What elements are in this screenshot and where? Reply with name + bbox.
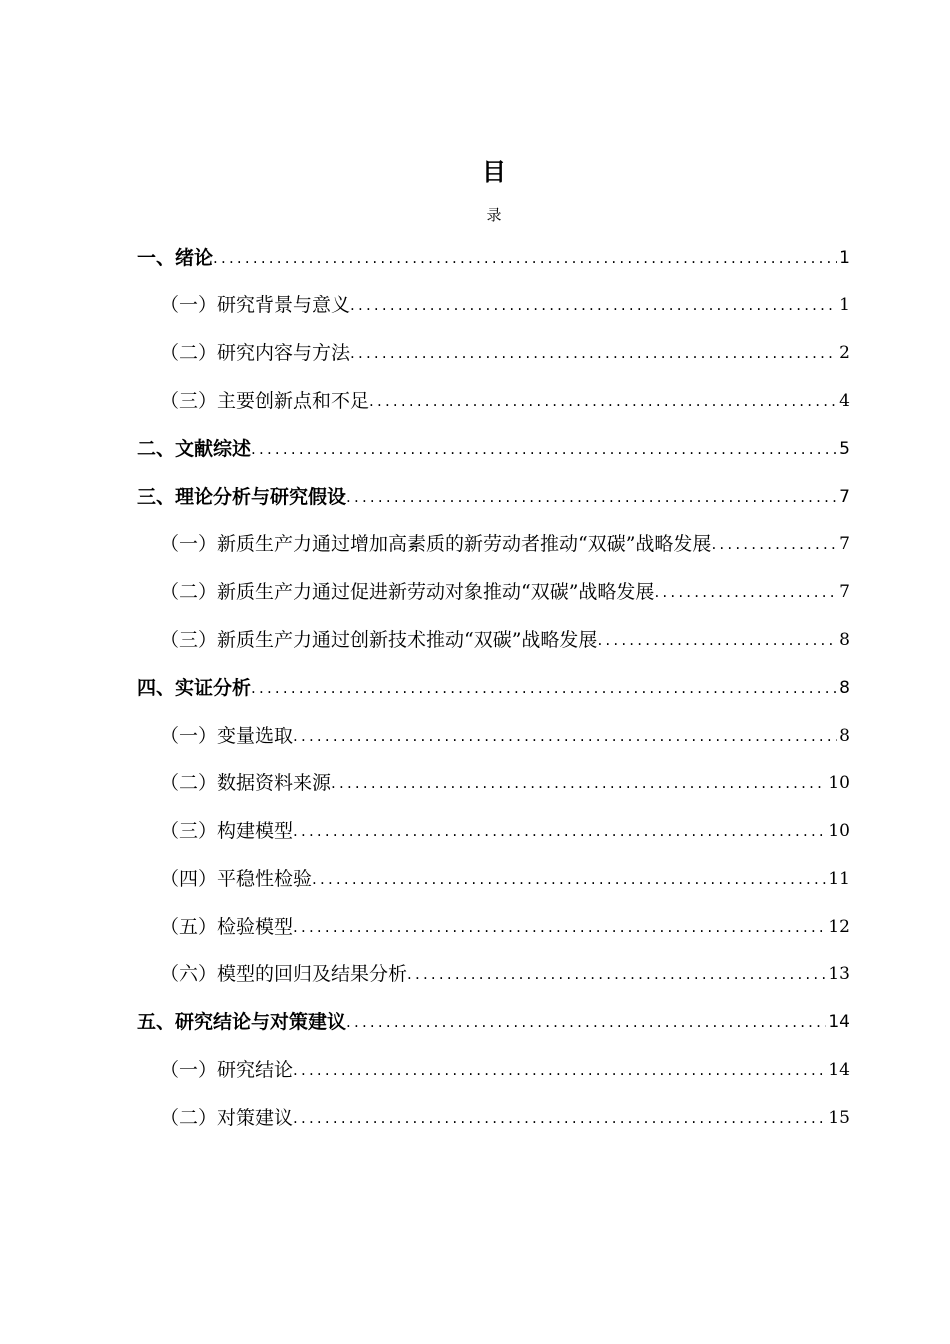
toc-dot-leader [251,439,837,461]
toc-entry-page: 1 [839,248,850,268]
toc-entry-label: （五）检验模型 [160,916,294,938]
toc-dot-leader [251,678,837,700]
toc-entry[interactable] [160,722,850,748]
toc-entry[interactable] [160,865,850,891]
toc-dot-leader [213,248,837,270]
toc-entry-label: （一）研究背景与意义 [160,294,351,316]
toc-dot-leader [331,773,826,795]
toc-dot-leader [312,869,826,891]
toc-entry-page: 10 [828,821,850,841]
toc-entry-label: （一）研究结论 [160,1059,294,1081]
toc-dot-leader [350,343,837,365]
toc-entry-label: （三）构建模型 [160,820,294,842]
toc-entry-page: 7 [839,534,850,554]
toc-dot-leader [293,726,837,748]
toc-dot-leader [654,582,837,604]
toc-entry-page: 8 [839,630,850,650]
toc-entry[interactable] [137,674,850,700]
toc-entry[interactable] [160,1056,850,1082]
toc-dot-leader [293,1060,826,1082]
toc-entry-label: （一）新质生产力通过增加高素质的新劳动者推动“双碳”战略发展 [160,533,712,555]
toc-entry-label: （二）新质生产力通过促进新劳动对象推动“双碳”战略发展 [160,581,655,603]
toc-entry-page: 5 [839,439,850,459]
toc-entry[interactable] [160,769,850,795]
toc-entry-page: 15 [828,1108,850,1128]
toc-entry[interactable] [160,578,850,604]
toc-entry-label: （三）主要创新点和不足 [160,390,370,412]
toc-entry-page: 14 [828,1012,850,1032]
toc-entry-label: 三、理论分析与研究假设 [137,486,347,508]
toc-entry[interactable] [160,817,850,843]
toc-entry-label: （四）平稳性检验 [160,868,313,890]
toc-entry-label: （二）数据资料来源 [160,772,332,794]
toc-entry[interactable] [137,435,850,461]
toc-entry-page: 8 [839,726,850,746]
toc-entry[interactable] [160,291,850,317]
toc-entry-label: 二、文献综述 [137,438,252,460]
toc-entry-label: （三）新质生产力通过创新技术推动“双碳”战略发展 [160,629,598,651]
toc-entry[interactable] [160,387,850,413]
toc-entry-page: 10 [828,773,850,793]
toc-entry[interactable] [137,1008,850,1034]
toc-dot-leader [346,487,837,509]
toc-entry-page: 7 [839,487,850,507]
toc-entry[interactable] [160,913,850,939]
toc-entry[interactable] [137,244,850,270]
toc-entry-page: 14 [828,1060,850,1080]
toc-title-second-char: 录 [486,206,502,224]
toc-entry[interactable] [137,483,850,509]
toc-entry-page: 11 [828,869,850,889]
toc-entry[interactable] [160,1104,850,1130]
toc-entry-page: 7 [839,582,850,602]
toc-entry-label: 五、研究结论与对策建议 [137,1011,347,1033]
toc-entry-label: 一、绪论 [137,247,214,269]
toc-entry-page: 12 [828,917,850,937]
toc-entry[interactable] [160,960,850,986]
toc-entry-page: 4 [839,391,850,411]
toc-entry-page: 13 [828,964,850,984]
toc-dot-leader [293,1108,826,1130]
toc-dot-leader [597,630,837,652]
toc-title: 目 [482,158,506,186]
toc-dot-leader [346,1012,826,1034]
toc-dot-leader [293,917,826,939]
toc-entry-label: （二）研究内容与方法 [160,342,351,364]
toc-entry[interactable] [160,530,850,556]
toc-dot-leader [711,534,837,556]
toc-entry[interactable] [160,626,850,652]
toc-dot-leader [407,964,826,986]
toc-entry-label: （一）变量选取 [160,725,294,747]
toc-entry-label: 四、实证分析 [137,677,252,699]
toc-dot-leader [293,821,826,843]
toc-entry-label: （二）对策建议 [160,1107,294,1129]
toc-entry[interactable] [160,339,850,365]
toc-dot-leader [369,391,837,413]
toc-entry-page: 2 [839,343,850,363]
toc-entry-page: 1 [839,295,850,315]
toc-entry-page: 8 [839,678,850,698]
toc-dot-leader [350,295,837,317]
toc-entry-label: （六）模型的回归及结果分析 [160,963,408,985]
